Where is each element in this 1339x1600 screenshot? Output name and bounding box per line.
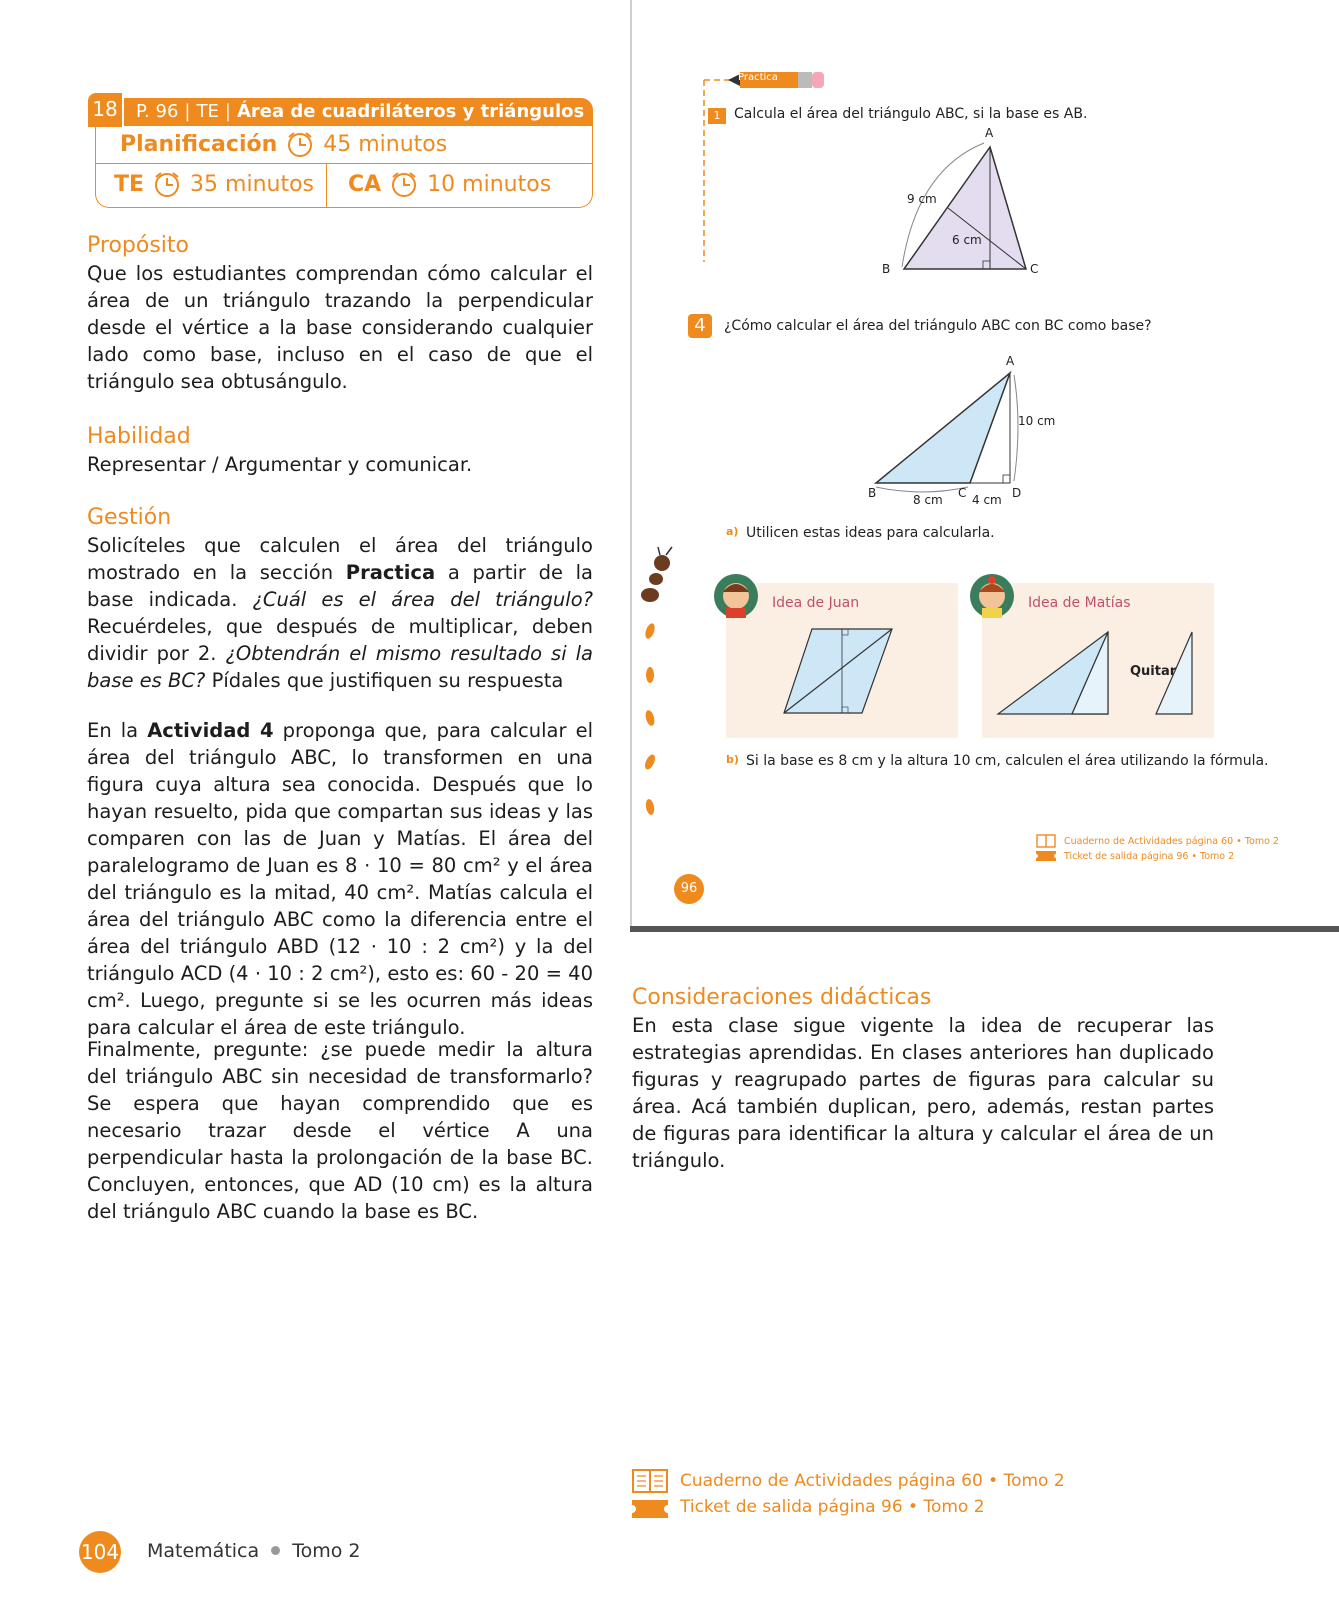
alarm-clock-icon: [285, 130, 315, 158]
footer-ref-ticket: Ticket de salida página 96 • Tomo 2: [680, 1497, 985, 1517]
exercise-4-text: ¿Cómo calcular el área del triángulo ABC con BC como base?: [724, 318, 1152, 334]
text-run-italic: ¿Cuál es el área del triángulo?: [252, 588, 593, 611]
ca-label: CA: [348, 171, 382, 197]
consideraciones-title: Consideraciones didácticas: [632, 985, 932, 1010]
side-length-label: 9 cm: [907, 192, 937, 206]
extension-length-label: 4 cm: [972, 493, 1002, 507]
text-run: proponga que, para calcular el área del triángulo ABC, lo transformen en una figura cuya altura sea conocida. Después que lo hayan resuelto, pida que compartan sus ideas y las comparen con las de Juan y Matías. El área del paralelogramo de Juan es 8 · 10 = 80 cm² y el área del triángulo es la mitad, 40 cm². Matías calcula el área del triángulo ABC como la diferencia entre el área del triángulo ABD (12 · 10 : 2 cm²) y la del triángulo ACD (4 · 10 : 2 cm²), esto es: 60 - 20 = 40 cm². Luego, pregunte si se les ocurren más ideas para calcular el área de este triángulo.: [87, 719, 594, 1039]
planning-time: 45 minutos: [323, 131, 448, 157]
proposito-text: Que los estudiantes comprendan cómo calcular el área de un triángulo trazando la perpendicular desde el vértice a la base considerando cualquier lado como base, incluso en el caso de que el triángulo sea obtusángulo.: [87, 262, 593, 393]
page-number-badge: 104: [79, 1531, 121, 1573]
vertex-a-label: A: [985, 126, 994, 140]
bullet-dot: [271, 1546, 280, 1555]
text-run: Pídales que justifiquen su respuesta: [205, 669, 564, 692]
separator: |: [224, 101, 231, 122]
idea-matias-title: Idea de Matías: [1028, 595, 1131, 611]
page-ref: P. 96: [136, 101, 179, 122]
te-time: 35 minutos: [190, 171, 315, 197]
lesson-header-band: [124, 98, 593, 126]
exercise-4-number: 4: [688, 314, 712, 338]
vertex-b-label: B: [882, 262, 891, 276]
vertex-b-label: B: [868, 486, 877, 500]
separator: |: [184, 101, 191, 122]
consideraciones-text: En esta clase sigue vigente la idea de recuperar las estrategias aprendidas. En clases anteriores han duplicado figuras y reagrupado partes de figuras para calcular su área. Acá también duplican, pero, además, restan partes de figuras para identificar la altura y calcular el área de un triángulo.: [632, 1014, 1214, 1172]
height-label: 10 cm: [1018, 414, 1056, 428]
ant-mascot-icon: [638, 545, 678, 825]
book-title: Matemática: [147, 1540, 260, 1562]
ticket-icon: [1036, 851, 1056, 861]
volume-label: Tomo 2: [292, 1540, 361, 1562]
proposito-title: Propósito: [87, 233, 189, 258]
vertex-d-label: D: [1012, 486, 1022, 500]
alarm-clock-icon: [152, 170, 182, 198]
juan-parallelogram-diagram: [782, 625, 902, 720]
text-run: a partir de la base indicada.: [87, 561, 593, 611]
textbook-page-thumbnail: [630, 0, 1339, 926]
part-b-text: Si la base es 8 cm y la altura 10 cm, calculen el área utilizando la fórmula.: [746, 753, 1269, 769]
ticket-icon: [632, 1500, 668, 1518]
gestion-title: Gestión: [87, 505, 172, 530]
exercise-1-text: Calcula el área del triángulo ABC, si la base es AB.: [734, 106, 1088, 122]
text-run-italic: ¿Obtendrán el mismo resultado si la base es BC?: [87, 642, 593, 692]
part-b-label: b): [726, 753, 739, 766]
juan-avatar: [712, 572, 760, 620]
habilidad-text: Representar / Argumentar y comunicar.: [87, 453, 473, 476]
text-run: En la: [87, 719, 148, 742]
thumbnail-page-number: 96: [674, 874, 704, 904]
part-a-label: a): [726, 525, 739, 538]
planning-label: Planificación: [120, 131, 278, 157]
footer-ref-cuaderno: Cuaderno de Actividades página 60 • Tomo 2: [680, 1471, 1065, 1491]
te-label: TE: [114, 171, 145, 197]
planning-divider: [95, 163, 593, 164]
triangle-abc-diagram-2: [862, 355, 1082, 510]
alarm-clock-icon: [389, 170, 419, 198]
gestion-paragraph-2: [87, 717, 593, 1041]
matias-avatar: [968, 572, 1016, 620]
text-run-bold: Practica: [345, 561, 436, 584]
exercise-1-number: 1: [708, 108, 726, 124]
practica-tag: Practica: [738, 72, 778, 83]
time-split-row: [114, 170, 551, 198]
idea-juan-title: Idea de Juan: [772, 595, 860, 611]
text-run: Solicíteles que calculen el área del triángulo mostrado en la sección: [87, 534, 593, 584]
footer-book-label: [147, 1540, 361, 1562]
gestion-paragraph-1: [87, 532, 593, 694]
vertex-a-label: A: [1006, 354, 1015, 368]
part-a-text: Utilicen estas ideas para calcularla.: [746, 525, 995, 541]
page-ref-ticket: Ticket de salida página 96 • Tomo 2: [1064, 851, 1235, 862]
gestion-paragraph-3: Finalmente, pregunte: ¿se puede medir la altura del triángulo ABC sin necesidad de transformarlo? Se espera que hayan comprendido que es necesario trazar desde el vértice A una perpendicular hasta la prolongación de la base BC. Concluyen, entonces, que AD (10 cm) es la altura del triángulo ABC cuando la base es BC.: [87, 1038, 593, 1223]
vertex-c-label: C: [1030, 262, 1039, 276]
base-length-label: 8 cm: [913, 493, 943, 507]
quitar-label: Quitar: [1130, 664, 1177, 679]
ca-time: 10 minutos: [427, 171, 552, 197]
lesson-title: Área de cuadriláteros y triángulos: [236, 101, 585, 122]
practica-dashed-bracket: [702, 66, 832, 276]
planning-row: [120, 130, 447, 158]
book-icon: [1036, 834, 1056, 848]
vertex-c-label: C: [958, 486, 967, 500]
height-label: 6 cm: [952, 233, 982, 247]
page-ref-cuaderno: Cuaderno de Actividades página 60 • Tomo 2: [1064, 836, 1279, 847]
text-run-bold: Actividad 4: [147, 719, 274, 742]
text-run: Recuérdeles, que después de multiplicar, deben dividir por 2.: [87, 615, 593, 665]
book-icon: [632, 1468, 668, 1494]
lesson-number-badge: 18: [88, 93, 122, 127]
habilidad-title: Habilidad: [87, 424, 191, 449]
lesson-type: TE: [196, 101, 219, 122]
